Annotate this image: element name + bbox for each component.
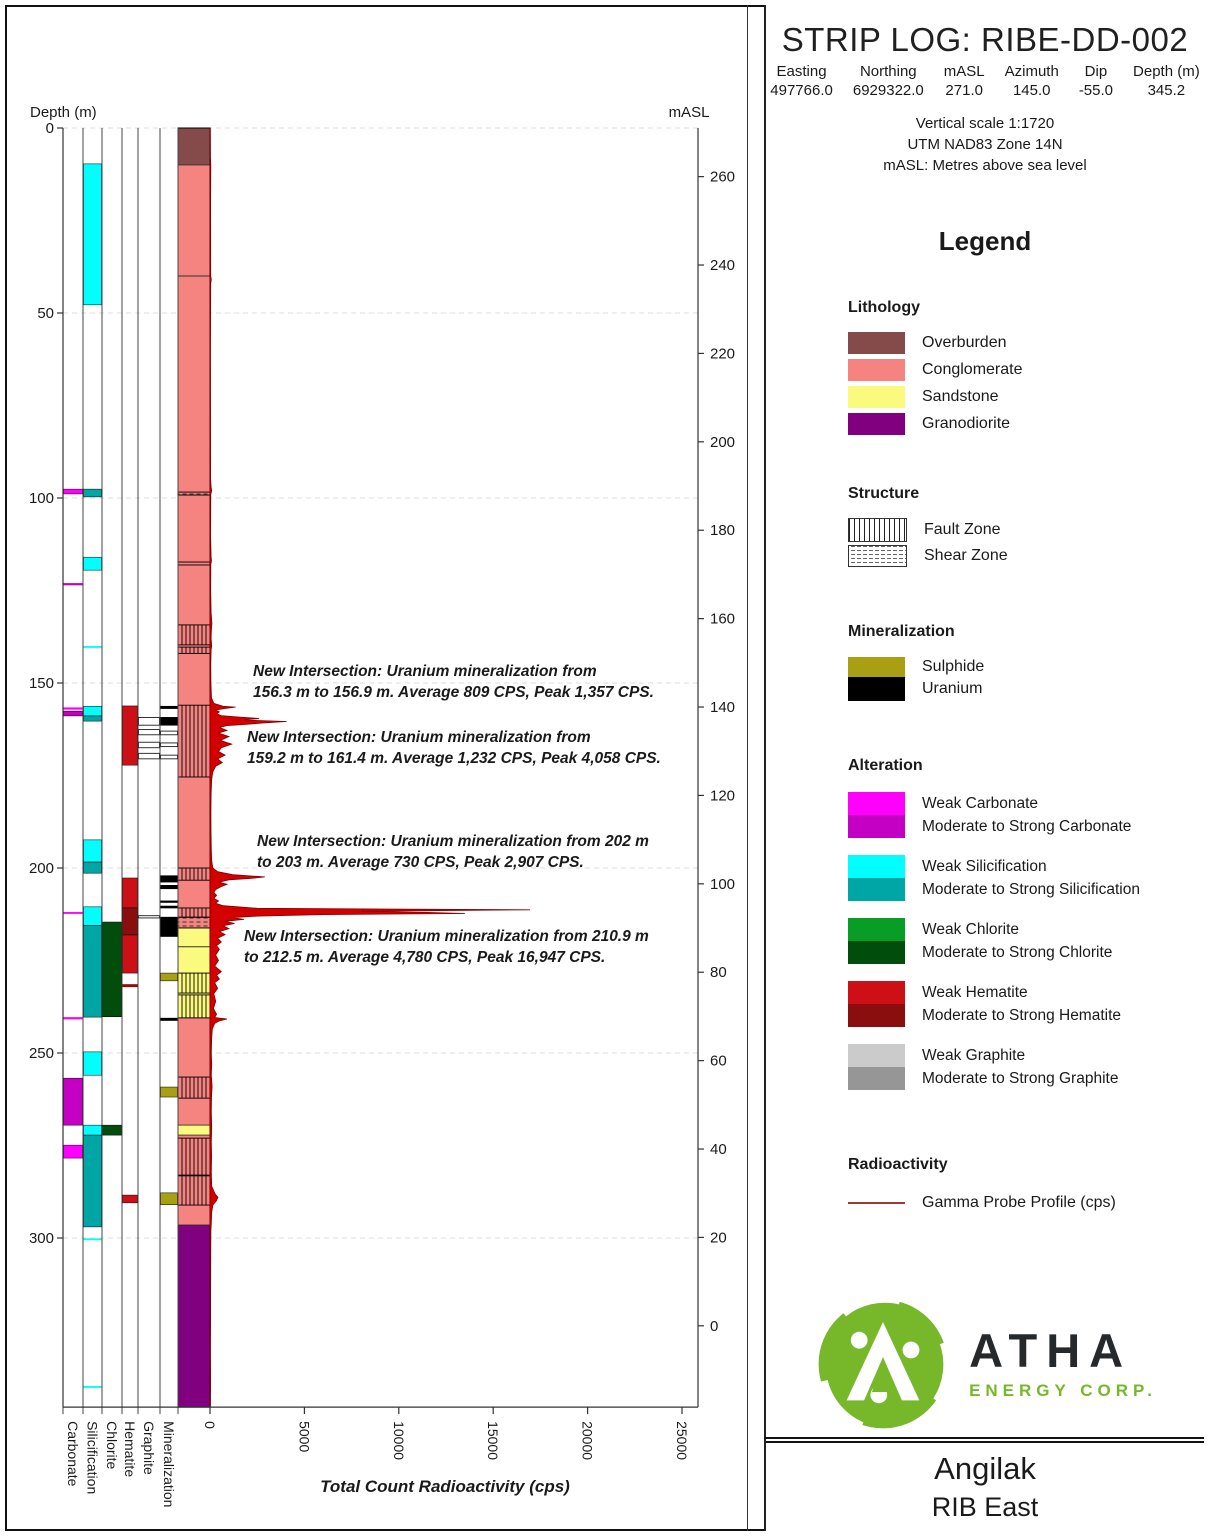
svg-text:Hematite: Hematite [122, 1421, 138, 1478]
svg-text:0: 0 [202, 1421, 218, 1429]
page-title: STRIP LOG: RIBE-DD-002 [781, 21, 1189, 58]
legend-section-mineralization: Mineralization Sulphide Uranium [848, 623, 1190, 701]
svg-text:Silicification: Silicification [84, 1421, 101, 1495]
svg-text:250: 250 [28, 1045, 54, 1062]
svg-text:220: 220 [710, 345, 736, 363]
svg-text:Chlorite: Chlorite [104, 1421, 120, 1470]
fault-zone [178, 868, 210, 880]
legend-item-fault-zone: Fault Zone [848, 518, 1190, 542]
conglomerate-swatch [848, 359, 905, 381]
legend [766, 299, 1204, 1212]
legend-section-structure: Structure Fault Zone Shear Zone [848, 485, 1190, 567]
granodiorite-swatch [848, 413, 905, 435]
field-northing: Northing 6929322.0 [852, 63, 924, 99]
collar-fields [766, 63, 1204, 101]
svg-text:New Intersection: Uranium mine: New Intersection: Uranium mineralization from [253, 663, 597, 680]
legend-item-sandstone: Sandstone [848, 386, 1190, 408]
depth-axis-label: Depth (m) [30, 104, 97, 121]
svg-text:20000: 20000 [579, 1421, 596, 1461]
legend-section-lithology: Lithology Overburden Conglomerate Sandstone Granodiorite [848, 299, 1190, 435]
svg-text:Carbonate: Carbonate [65, 1421, 81, 1487]
lithology-column [178, 128, 210, 1407]
svg-text:25000: 25000 [674, 1421, 690, 1461]
fault-zone [178, 995, 210, 1018]
svg-text:300: 300 [28, 1230, 54, 1247]
field-easting: Easting 497766.0 [770, 63, 833, 99]
svg-text:200: 200 [28, 860, 54, 877]
svg-text:159.2 m to 161.4 m. Average 1,: 159.2 m to 161.4 m. Average 1,232 CPS, Peak 4,058 CPS. [247, 750, 661, 767]
svg-text:80: 80 [710, 964, 727, 982]
legend-group-graphite: Weak Graphite Moderate to Strong Graphite [848, 1044, 1190, 1090]
svg-text:240: 240 [710, 257, 736, 275]
svg-text:10000: 10000 [390, 1421, 407, 1461]
graphite-swatch [848, 1044, 905, 1090]
legend-section-radioactivity: Radioactivity Gamma Probe Profile (cps) [848, 1156, 1190, 1212]
fault-zone [178, 973, 210, 993]
uranium-swatch [848, 677, 905, 701]
legend-item-sulphide: Sulphide [848, 657, 1190, 677]
area-name: RIB East [931, 1492, 1039, 1522]
svg-text:160: 160 [710, 610, 736, 628]
svg-text:New Intersection: Uranium mine: New Intersection: Uranium mineralization from [247, 729, 591, 746]
legend-item-overburden: Overburden [848, 332, 1190, 354]
svg-text:0: 0 [710, 1317, 719, 1335]
svg-text:New Intersection: Uranium mine: New Intersection: Uranium mineralization from 210.9 m [244, 928, 649, 945]
svg-text:0: 0 [45, 120, 54, 137]
legend-section-alteration: Alteration Weak Carbonate Moderate to Strong Carbonate Weak Silicification Moderate to Strong Silicification Weak Chlorite Moderate to Strong Chlorite Weak Hematite Moderate to Strong Hematite Weak Graphite Moderate to Strong Graphite [848, 757, 1190, 1090]
track-mineralization [161, 706, 178, 1205]
fault-zone [178, 625, 210, 645]
field-azimuth: Azimuth 145.0 [1004, 63, 1059, 99]
company-logo [766, 1294, 1204, 1434]
svg-text:Mineralization: Mineralization [161, 1421, 177, 1508]
shear-zone-swatch [848, 545, 907, 567]
fault-zone-swatch [848, 518, 907, 542]
overburden-swatch [848, 332, 905, 354]
legend-item-gamma: Gamma Probe Profile (cps) [848, 1194, 1190, 1212]
legend-group-silicification: Weak Silicification Moderate to Strong Silicification [848, 855, 1190, 901]
hematite-swatch [848, 981, 905, 1027]
atha-logo-mark [813, 1294, 953, 1434]
svg-text:15000: 15000 [485, 1421, 502, 1461]
intersection-annotations [244, 663, 661, 966]
shear-zone [178, 492, 210, 495]
field-dip: Dip -55.0 [1078, 63, 1114, 99]
gamma-line-swatch [848, 1202, 905, 1204]
track-labels [65, 1421, 177, 1507]
legend-title: Legend [938, 225, 1032, 256]
svg-text:140: 140 [710, 699, 736, 717]
field-depth: Depth (m) 345.2 [1133, 63, 1200, 99]
svg-text:to 212.5 m. Average 4,780 CPS,: to 212.5 m. Average 4,780 CPS, Peak 16,947 CPS. [244, 949, 606, 966]
track-graphite [139, 717, 160, 918]
legend-group-chlorite: Weak Chlorite Moderate to Strong Chlorite [848, 918, 1190, 964]
track-silicification [84, 164, 102, 1388]
svg-text:120: 120 [710, 787, 736, 805]
masl-axis-label: mASL [668, 104, 710, 121]
legend-item-shear-zone: Shear Zone [848, 545, 1190, 567]
svg-text:New Intersection: Uranium mine: New Intersection: Uranium mineralization from 202 m [257, 833, 649, 850]
svg-text:100: 100 [710, 875, 736, 893]
fault-zone [178, 647, 210, 653]
legend-group-carbonate: Weak Carbonate Moderate to Strong Carbonate [848, 792, 1190, 838]
chlorite-swatch [848, 918, 905, 964]
svg-text:Graphite: Graphite [141, 1421, 157, 1475]
fault-zone [178, 705, 210, 777]
sulphide-swatch [848, 657, 905, 677]
sandstone-swatch [848, 386, 905, 408]
svg-text:150: 150 [28, 675, 54, 692]
legend-group-hematite: Weak Hematite Moderate to Strong Hematite [848, 981, 1190, 1027]
track-chlorite [103, 922, 122, 1135]
gamma-profile [210, 128, 530, 1407]
map-notes [766, 113, 1204, 176]
svg-text:260: 260 [710, 168, 736, 186]
track-carbonate [64, 489, 83, 1158]
svg-text:5000: 5000 [296, 1421, 313, 1453]
legend-item-uranium: Uranium [848, 677, 1190, 701]
silicification-swatch [848, 855, 905, 901]
svg-text:180: 180 [710, 522, 736, 540]
note-masl: mASL: Metres above sea level [883, 156, 1087, 174]
svg-text:to 203 m. Average 730 CPS, Pea: to 203 m. Average 730 CPS, Peak 2,907 CPS. [257, 854, 584, 871]
svg-text:40: 40 [710, 1141, 727, 1159]
svg-text:200: 200 [710, 433, 736, 451]
shear-zone [178, 917, 210, 928]
info-panel [764, 5, 1204, 1531]
legend-item-conglomerate: Conglomerate [848, 359, 1190, 381]
note-scale: Vertical scale 1:1720 [915, 114, 1055, 132]
carbonate-swatch [848, 792, 905, 838]
svg-text:60: 60 [710, 1052, 727, 1070]
fault-zone [178, 908, 210, 917]
fault-zone [178, 1138, 210, 1175]
svg-text:156.3 m to 156.9 m. Average 80: 156.3 m to 156.9 m. Average 809 CPS, Peak 1,357 CPS. [253, 684, 654, 701]
project-name: Angilak [934, 1451, 1036, 1486]
fault-zone [178, 1176, 210, 1205]
logo-name: ATHA [969, 1323, 1133, 1377]
fault-zone [178, 1077, 210, 1098]
svg-text:20: 20 [710, 1229, 727, 1247]
gamma-axis-title: Total Count Radioactivity (cps) [320, 1477, 570, 1496]
track-hematite [123, 706, 138, 1203]
legend-item-granodiorite: Granodiorite [848, 413, 1190, 435]
field-masl: mASL 271.0 [943, 63, 985, 99]
svg-text:100: 100 [28, 490, 54, 507]
shear-zone [178, 562, 210, 565]
logo-subtitle: ENERGY CORP. [969, 1380, 1157, 1400]
note-utm: UTM NAD83 Zone 14N [907, 135, 1063, 153]
track-borders [63, 128, 178, 1414]
title-block [766, 1441, 1204, 1531]
panel-divider [747, 5, 748, 1531]
grid-lines [63, 128, 698, 1238]
svg-text:50: 50 [37, 305, 54, 322]
